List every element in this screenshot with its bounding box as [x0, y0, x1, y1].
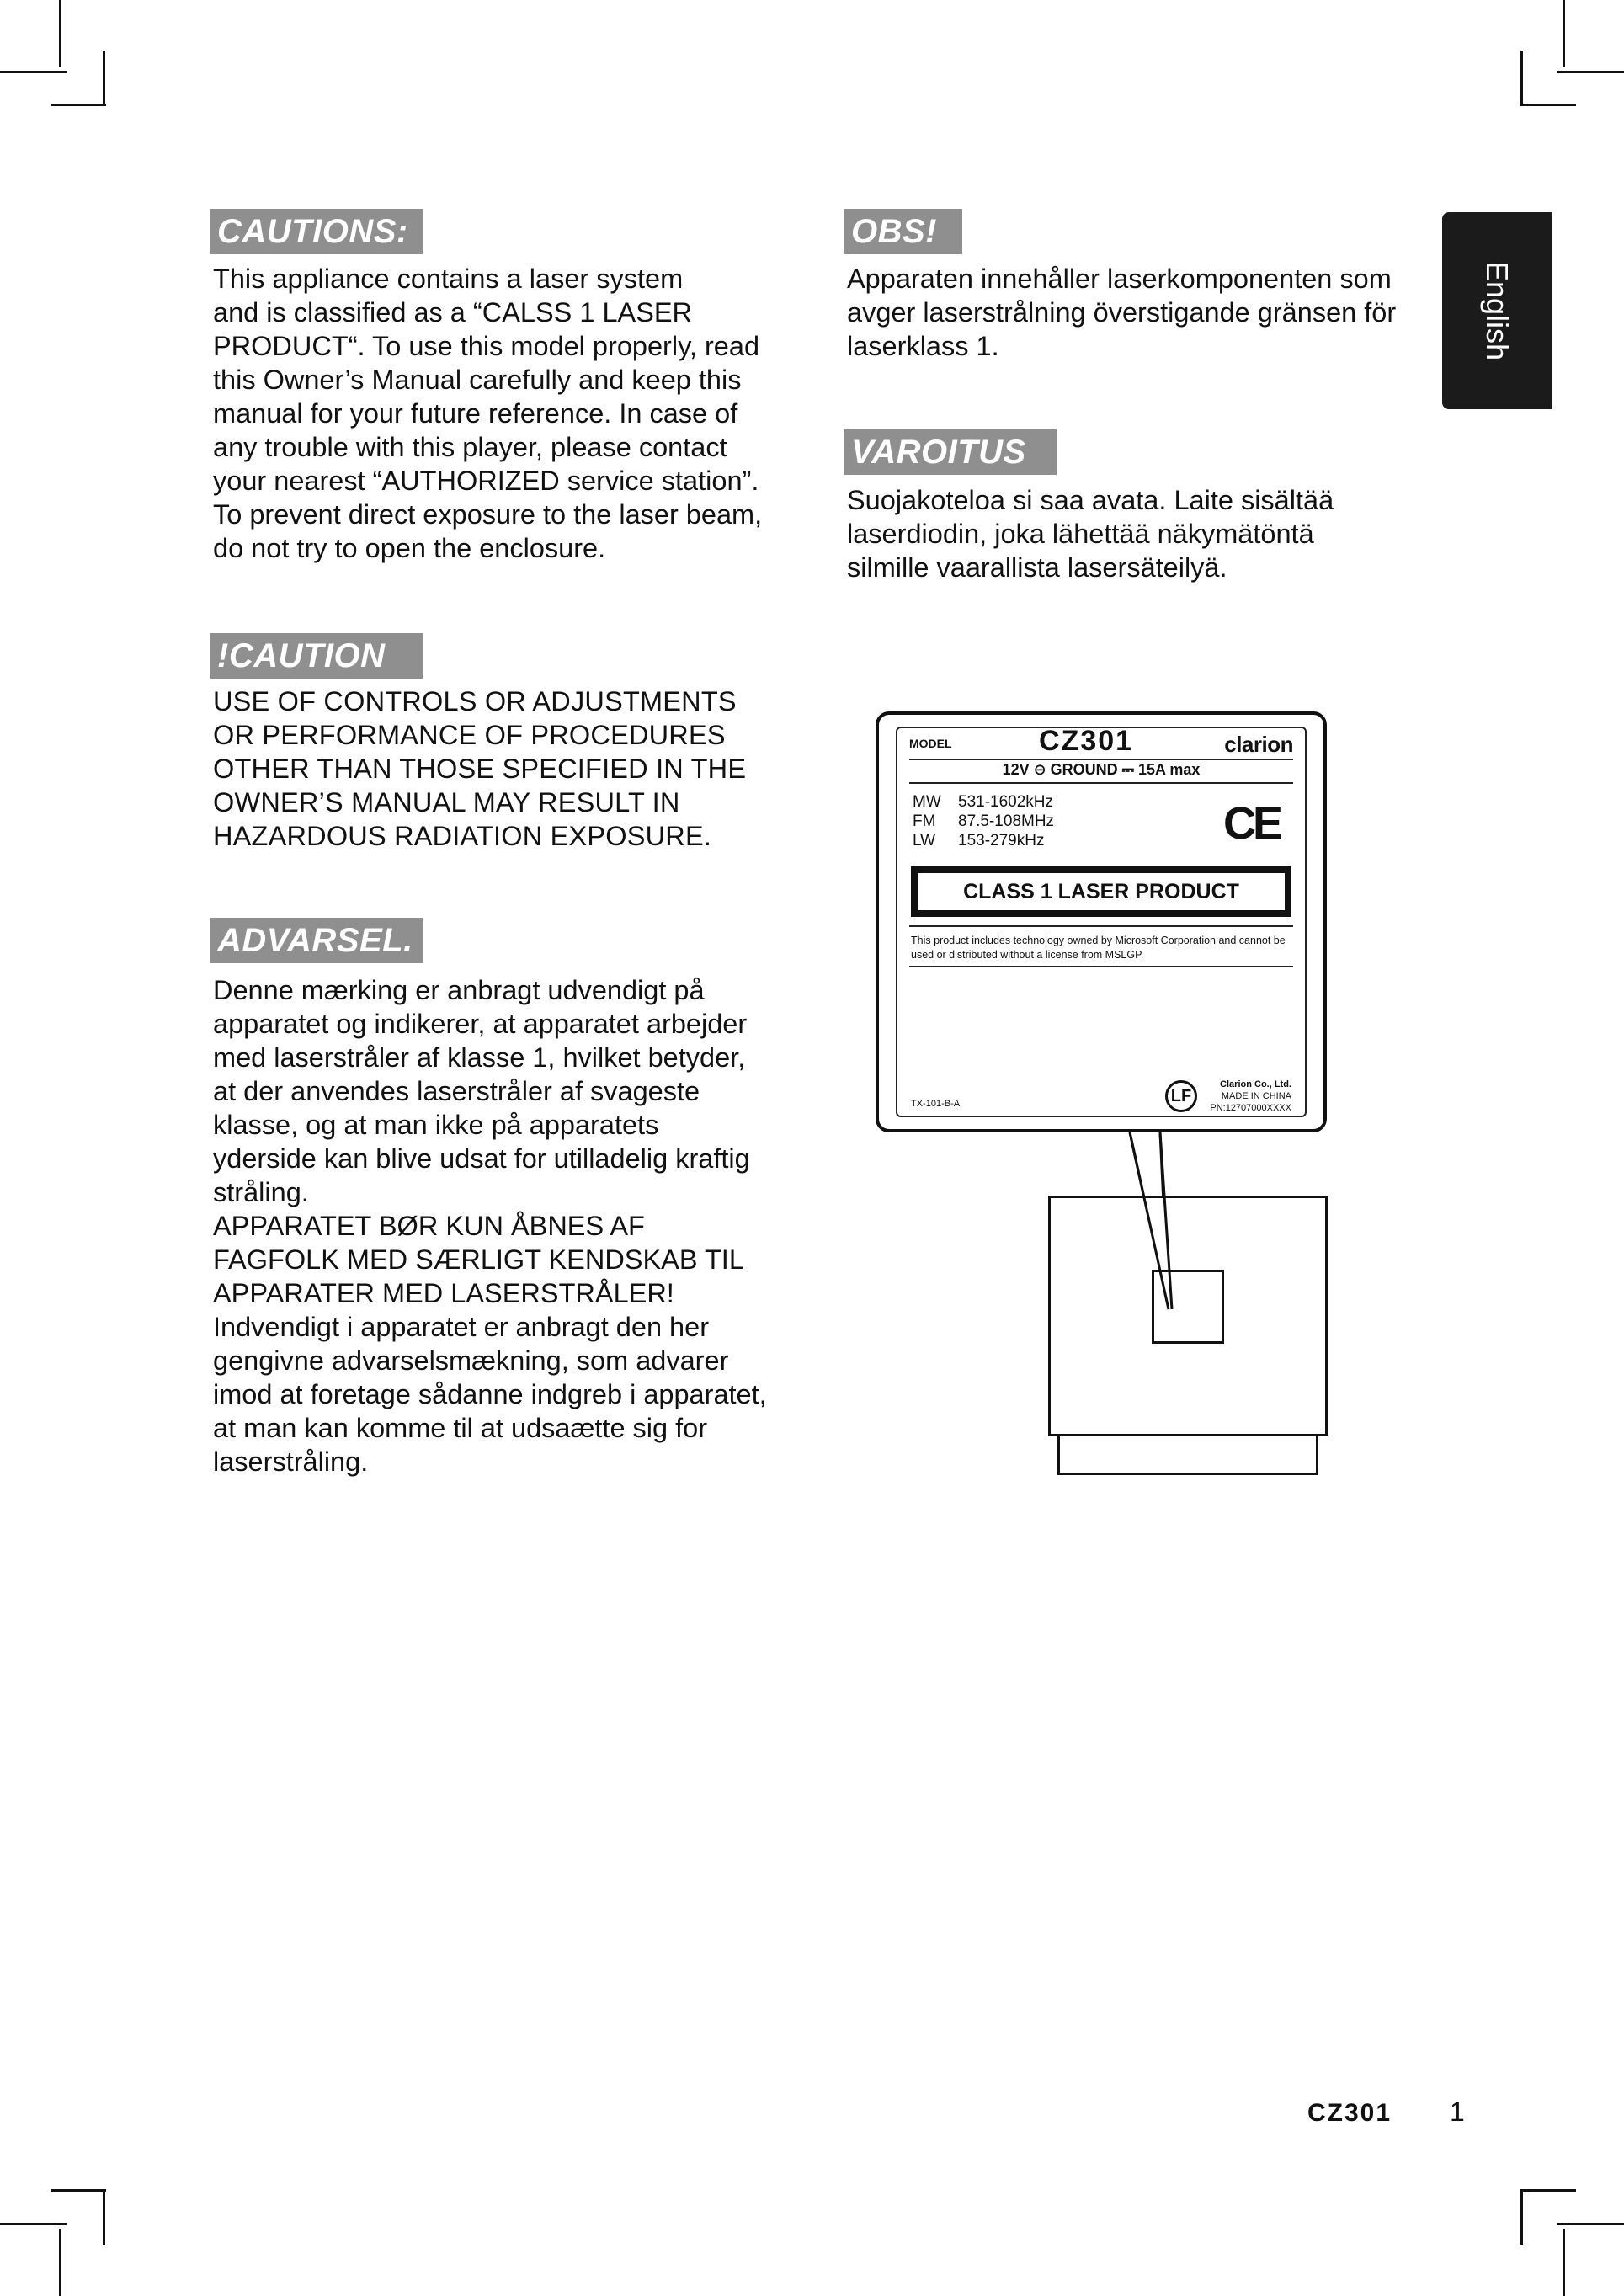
footer-model: CZ301 — [1307, 2099, 1392, 2127]
maker-name: Clarion Co., Ltd. — [1220, 1079, 1291, 1089]
label-band-fm — [913, 812, 1054, 831]
label-divider — [909, 966, 1293, 967]
label-model-name: CZ301 — [1039, 725, 1134, 757]
page-number: 1 — [1450, 2096, 1465, 2127]
band-range: 87.5-108MHz — [958, 812, 1055, 830]
laser-class-box: CLASS 1 LASER PRODUCT — [911, 866, 1291, 917]
obs-text: Apparaten innehåller laserkomponenten som avger laserstrålning överstigande gränsen för laserklass 1. — [847, 264, 1397, 361]
varoitus-heading: VAROITUS — [844, 429, 1057, 475]
label-model-caption: MODEL — [909, 737, 952, 750]
advarsel-heading: ADVARSEL. — [210, 918, 423, 963]
caution-heading: !CAUTION — [210, 633, 423, 679]
band-name: MW — [913, 793, 941, 811]
label-band-lw — [913, 831, 1044, 850]
made-in: MADE IN CHINA — [1221, 1091, 1291, 1101]
ce-mark-icon: CE — [1222, 798, 1280, 849]
band-name: LW — [913, 832, 936, 850]
label-maker — [1210, 1079, 1291, 1114]
label-code: TX-101-B-A — [911, 1099, 961, 1109]
lf-mark-icon: LF — [1165, 1080, 1197, 1112]
label-inner-frame — [896, 727, 1307, 1117]
label-license-note: This product includes technology owned by Microsoft Corporation and cannot be used or distributed without a license from MSLGP. — [911, 935, 1286, 961]
label-band-mw — [913, 792, 1053, 812]
label-divider — [909, 782, 1293, 784]
cautions-text: This appliance contains a laser system and is classified as a “CALSS 1 LASER PRODUCT“. To use this model properly, read this Owner’s Manual carefully and keep this manual for your future reference. In case of any trouble with this player, please contact your nearest “AUTHORIZED service station”. To prevent direct exposure to the laser beam, do not try to open the enclosure. — [213, 264, 763, 563]
label-power-spec: 12V ⊖ GROUND ⎓ 15A max — [1002, 761, 1201, 778]
caution-text: USE OF CONTROLS OR ADJUSTMENTS OR PERFORMANCE OF PROCEDURES OTHER THAN THOSE SPECIFIED IN THE OWNER’S MANUAL MAY RESULT IN HAZARDOUS RADIATION EXPOSURE. — [213, 686, 747, 851]
label-divider — [909, 925, 1293, 927]
cautions-heading: CAUTIONS: — [210, 209, 423, 254]
obs-heading: OBS! — [844, 209, 962, 254]
band-range: 531-1602kHz — [958, 793, 1054, 811]
serial-number: PN:12707000XXXX — [1210, 1103, 1291, 1113]
language-tab-label: English — [1480, 260, 1515, 361]
band-range: 153-279kHz — [958, 832, 1045, 850]
advarsel-text: Denne mærking er anbragt udvendigt på apparatet og indikerer, at apparatet arbejder med laserstråler af klasse 1, hvilket betyder, at der anvendes laserstråler af svageste klasse, og at man ikke på apparatets yderside kan blive udsat for utilladelig kraftig stråling. APPARATET BØR KUN ÅBNES AF FAGFOLK MED SÆRLIGT KENDSKAB TIL APPARATER MED LASERSTRÅLER! Indvendigt i apparatet er anbragt den her gengivne advarselsmækning, som advarer imod at foretage sådanne indgreb i apparatet, at man kan komme til at udsaætte sig for laserstråling. — [213, 975, 767, 1477]
laser-product-label — [876, 711, 1327, 1132]
label-brand-logo: clarion — [1224, 732, 1293, 757]
band-name: FM — [913, 812, 936, 830]
label-divider — [909, 759, 1293, 760]
varoitus-text: Suojakoteloa si saa avata. Laite sisältää laserdiodin, joka lähettää näkymätöntä silmille vaarallista lasersäteilyä. — [847, 485, 1334, 583]
